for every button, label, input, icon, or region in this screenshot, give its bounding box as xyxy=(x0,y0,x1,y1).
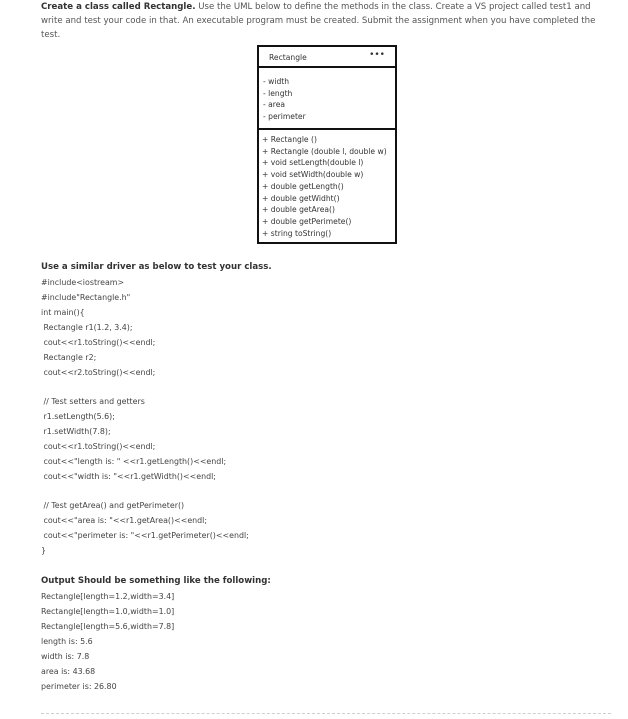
uml-method: + Rectangle (double l, double w) xyxy=(262,146,387,156)
driver-heading: Use a similar driver as below to test your class. xyxy=(41,262,272,272)
uml-attribute: - perimeter xyxy=(263,112,306,122)
code-line: r1.setWidth(7.8); xyxy=(41,427,111,436)
output-line: length is: 5.6 xyxy=(41,637,93,646)
uml-method: + double getArea() xyxy=(262,205,335,215)
uml-class-name: Rectangle xyxy=(269,53,307,62)
uml-method: + double getPerimete() xyxy=(262,216,352,226)
code-line: cout<<r1.toString()<<endl; xyxy=(41,442,156,451)
uml-method: + double getLength() xyxy=(262,181,344,191)
output-heading: Output Should be something like the following: xyxy=(41,576,271,586)
code-line: Rectangle r2; xyxy=(41,353,97,362)
more-options-icon: ••• xyxy=(369,50,385,60)
code-line: int main(){ xyxy=(41,308,85,317)
uml-attribute: - length xyxy=(263,88,293,98)
uml-attribute: - area xyxy=(263,100,286,110)
uml-attributes xyxy=(259,68,395,130)
code-line: cout<<"width is: "<<r1.getWidth()<<endl; xyxy=(41,472,216,481)
output-line: width is: 7.8 xyxy=(41,652,90,661)
code-line: Rectangle r1(1.2, 3.4); xyxy=(41,323,133,332)
output-line: Rectangle[length=1.2,width=3.4] xyxy=(41,592,175,601)
code-line: cout<<"length is: " <<r1.getLength()<<endl; xyxy=(41,457,227,466)
output-line: area is: 43.68 xyxy=(41,667,96,676)
uml-method: + double getWidht() xyxy=(262,193,340,203)
uml-method: + Rectangle () xyxy=(262,135,317,144)
uml-class-diagram xyxy=(257,45,397,244)
code-line: r1.setLength(5.6); xyxy=(41,412,115,421)
uml-attribute: - width xyxy=(263,77,290,86)
output-line: perimeter is: 26.80 xyxy=(41,682,117,691)
uml-method: + string toString() xyxy=(262,228,332,238)
uml-class-header xyxy=(259,47,395,68)
code-line: cout<<"perimeter is: "<<r1.getPerimeter()<<endl; xyxy=(41,531,249,540)
code-line: cout<<r1.toString()<<endl; xyxy=(41,338,156,347)
uml-method: + void setWidth(double w) xyxy=(262,170,364,180)
code-line: #include"Rectangle.h" xyxy=(41,293,131,302)
section-divider xyxy=(41,713,611,714)
code-line: #include<iostream> xyxy=(41,278,125,287)
output-line: Rectangle[length=1.0,width=1.0] xyxy=(41,607,175,616)
uml-methods xyxy=(259,130,395,239)
output-line: Rectangle[length=5.6,width=7.8] xyxy=(41,622,175,631)
code-comment: // Test getArea() and getPerimeter() xyxy=(41,501,185,510)
code-line: cout<<r2.toString()<<endl; xyxy=(41,368,156,377)
intro-text: Use the UML below to define the methods in the class. Create a VS project called test1 and write and test your code in that. An executable program must be created. Submit the assignment when you have completed the test. xyxy=(41,2,596,40)
intro-paragraph xyxy=(41,0,611,42)
intro-title: Create a class called Rectangle. xyxy=(41,2,196,12)
uml-method: + void setLength(double l) xyxy=(262,158,364,168)
code-line: } xyxy=(41,546,47,555)
code-comment: // Test setters and getters xyxy=(41,397,145,406)
code-line: cout<<"area is: "<<r1.getArea()<<endl; xyxy=(41,516,208,525)
